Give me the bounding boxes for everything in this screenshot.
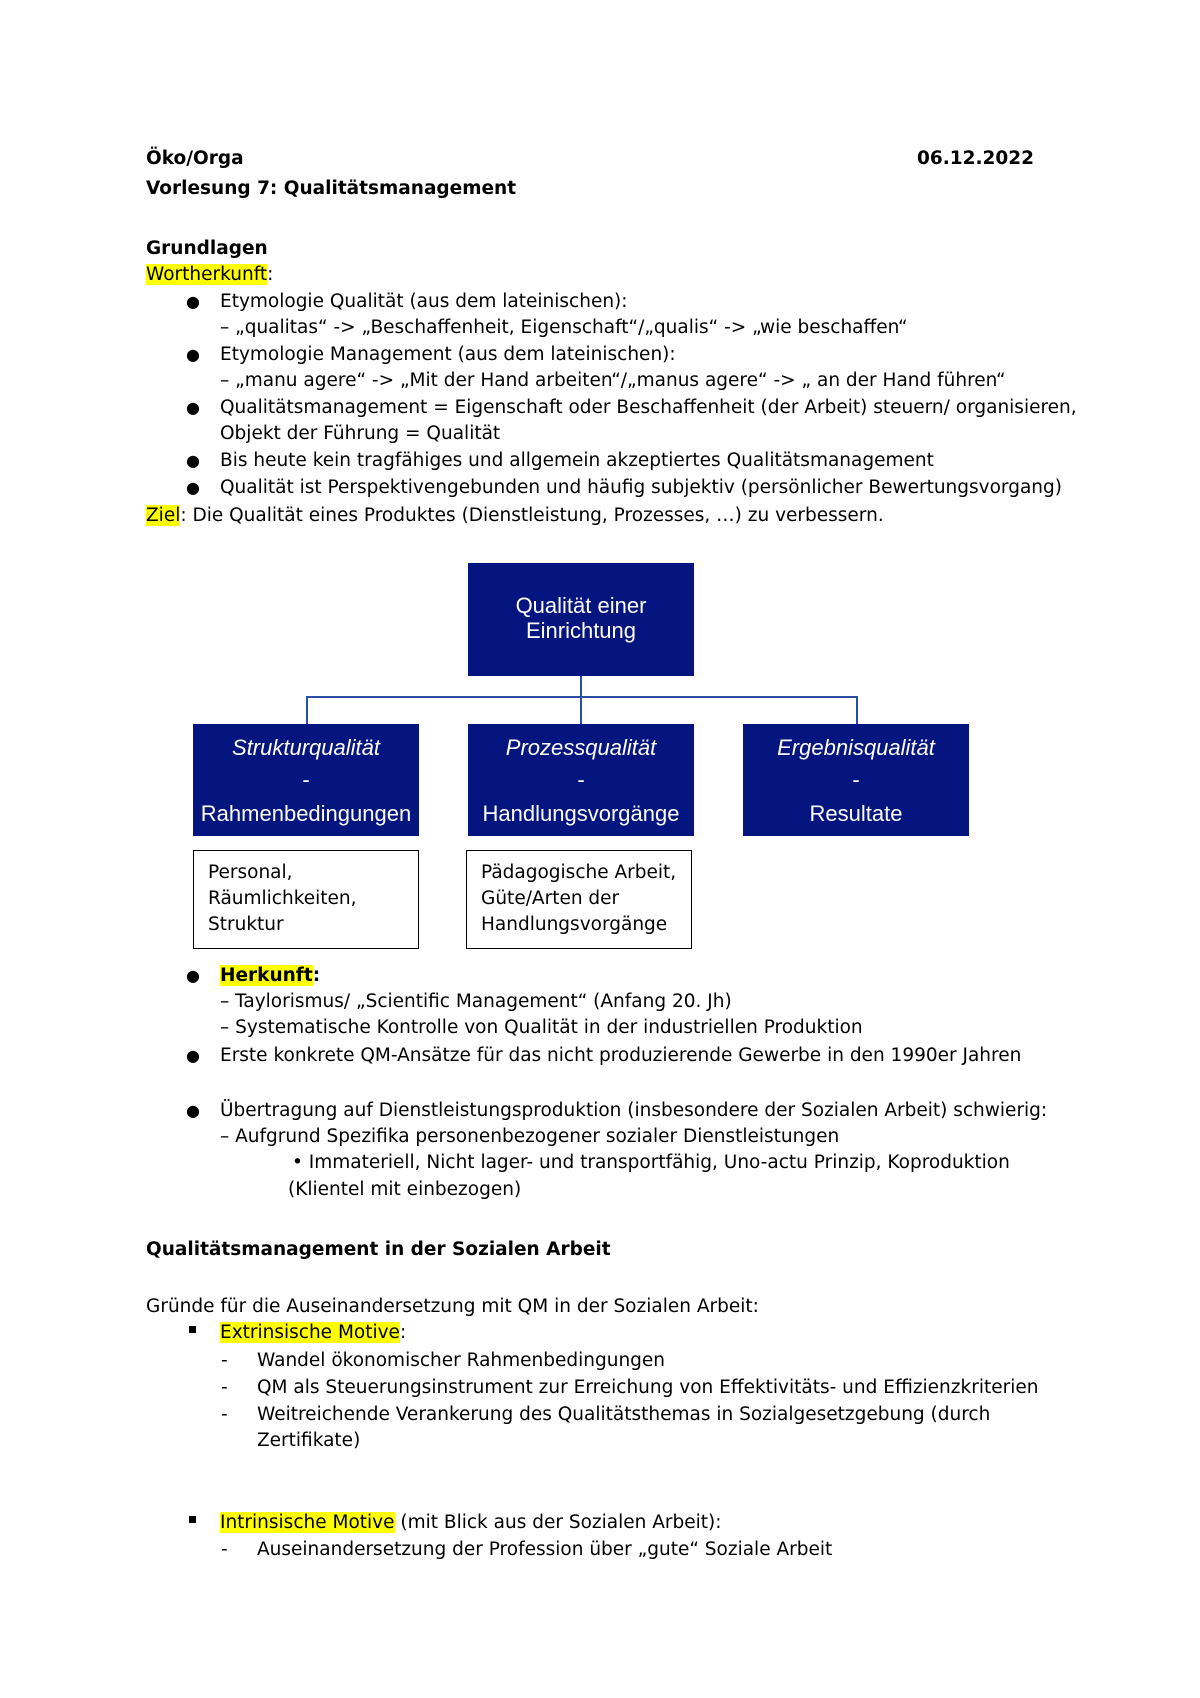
list-item-sub: – Taylorismus/ „Scientific Management“ (Anfang 20. Jh) [220,991,732,1012]
diagram-box-text: Qualität einer [515,593,647,618]
intrinsisch-highlight: Intrinsische Motive [220,1512,395,1533]
diagram-note-line: Güte/Arten der [481,888,620,909]
diagram-box-strukturqualitaet [193,724,419,836]
bullet-icon: ● [186,451,200,470]
diagram-note-line: Räumlichkeiten, [208,888,357,909]
list-item: Erste konkrete QM-Ansätze für das nicht produzierende Gewerbe in den 1990er Jahren [220,1045,1022,1066]
diagram-box-dash: - [302,767,310,792]
list-item-subsub-cont: (Klientel mit einbezogen) [288,1179,522,1200]
diagram-note-line: Struktur [208,914,284,935]
dash-bullet-icon: - [221,1350,228,1371]
diagram-box-sub: Handlungsvorgänge [482,801,680,826]
extrinsisch-colon: : [399,1322,407,1343]
diagram-connector [306,696,858,698]
wortherkunft-line [146,262,273,288]
intro-text: Gründe für die Auseinandersetzung mit QM in der Sozialen Arbeit: [146,1296,759,1317]
herkunft-line [220,963,320,989]
list-item-sub: – „manu agere“ -> „Mit der Hand arbeiten“/„manus agere“ -> „ an der Hand führen“ [220,370,1006,391]
diagram-connector [580,696,582,725]
diagram-box-title: Prozessqualität [505,735,657,760]
square-bullet-icon [189,1326,196,1333]
diagram-note-struktur [193,850,419,949]
list-item-subsub: • Immateriell, Nicht lager- und transportfähig, Uno-actu Prinzip, Koproduktion [292,1152,1010,1173]
dash-bullet-icon: - [221,1539,228,1560]
list-item: Übertragung auf Dienstleistungsproduktion (insbesondere der Sozialen Arbeit) schwierig: [220,1100,1048,1121]
bullet-icon: ● [186,966,200,985]
list-item: QM als Steuerungsinstrument zur Erreichung von Effektivitäts- und Effizienzkriterien [257,1377,1039,1398]
list-item: Etymologie Management (aus dem lateinischen): [220,344,676,365]
section-heading-qm-sozial: Qualitätsmanagement in der Sozialen Arbeit [146,1239,611,1260]
diagram-box-title: Strukturqualität [232,735,380,760]
extrinsisch-line [220,1320,406,1346]
list-item: Qualitätsmanagement = Eigenschaft oder Beschaffenheit (der Arbeit) steuern/ organisieren, [220,397,1077,418]
list-item: Etymologie Qualität (aus dem lateinischen): [220,291,628,312]
list-item-cont: Zertifikate) [257,1430,361,1451]
list-item-sub: – „qualitas“ -> „Beschaffenheit, Eigenschaft“/„qualis“ -> „wie beschaffen“ [220,317,908,338]
dash-bullet-icon: - [221,1404,228,1425]
diagram-box-sub: Rahmenbedingungen [200,801,412,826]
diagram-connector [580,676,582,697]
lecture-title: Vorlesung 7: Qualitätsmanagement [146,178,517,199]
diagram-box-ergebnisqualitaet [743,724,969,836]
extrinsisch-highlight: Extrinsische Motive [220,1322,400,1343]
diagram-note-line: Personal, [208,862,293,883]
diagram-box-sub: Resultate [809,801,903,826]
wortherkunft-colon: : [267,264,274,285]
ziel-text: : Die Qualität eines Produktes (Dienstleistung, Prozesses, …) zu verbessern. [180,505,884,526]
list-item: Bis heute kein tragfähiges und allgemein akzeptiertes Qualitätsmanagement [220,450,934,471]
diagram-box-dash: - [577,767,585,792]
herkunft-highlight: Herkunft [220,965,313,986]
diagram-connector [856,696,858,725]
ziel-highlight: Ziel [146,505,181,526]
diagram-note-line: Pädagogische Arbeit, [481,862,677,883]
bullet-icon: ● [186,345,200,364]
ziel-line [146,503,884,529]
diagram-box-text: Einrichtung [525,618,637,643]
course-title: Öko/Orga [146,148,244,169]
diagram-note-prozess [466,850,692,949]
list-item-sub: – Systematische Kontrolle von Qualität in der industriellen Produktion [220,1017,863,1038]
lecture-date: 06.12.2022 [916,148,1034,169]
list-item: Auseinandersetzung der Profession über „gute“ Soziale Arbeit [257,1539,833,1560]
bullet-icon: ● [186,478,200,497]
section-heading-grundlagen: Grundlagen [146,238,268,259]
square-bullet-icon [189,1516,196,1523]
bullet-icon: ● [186,1046,200,1065]
list-item: Wandel ökonomischer Rahmenbedingungen [257,1350,666,1371]
diagram-box-title: Ergebnisqualität [777,735,935,760]
intrinsisch-rest: (mit Blick aus der Sozialen Arbeit): [394,1512,722,1533]
list-item: Qualität ist Perspektivengebunden und häufig subjektiv (persönlicher Bewertungsvorgang) [220,477,1062,498]
bullet-icon: ● [186,292,200,311]
wortherkunft-highlight: Wortherkunft [146,264,268,285]
herkunft-colon: : [312,965,321,986]
diagram-box-prozessqualitaet [468,724,694,836]
list-item-sub: – Aufgrund Spezifika personenbezogener sozialer Dienstleistungen [220,1126,840,1147]
diagram-connector [306,696,308,725]
diagram-note-line: Handlungsvorgänge [481,914,668,935]
diagram-box-qualitaet-einrichtung [468,563,694,676]
bullet-icon: ● [186,1101,200,1120]
diagram-box-dash: - [852,767,860,792]
list-item: Weitreichende Verankerung des Qualitätsthemas in Sozialgesetzgebung (durch [257,1404,991,1425]
intrinsisch-line [220,1510,721,1536]
list-item-cont: Objekt der Führung = Qualität [220,423,501,444]
dash-bullet-icon: - [221,1377,228,1398]
bullet-icon: ● [186,398,200,417]
